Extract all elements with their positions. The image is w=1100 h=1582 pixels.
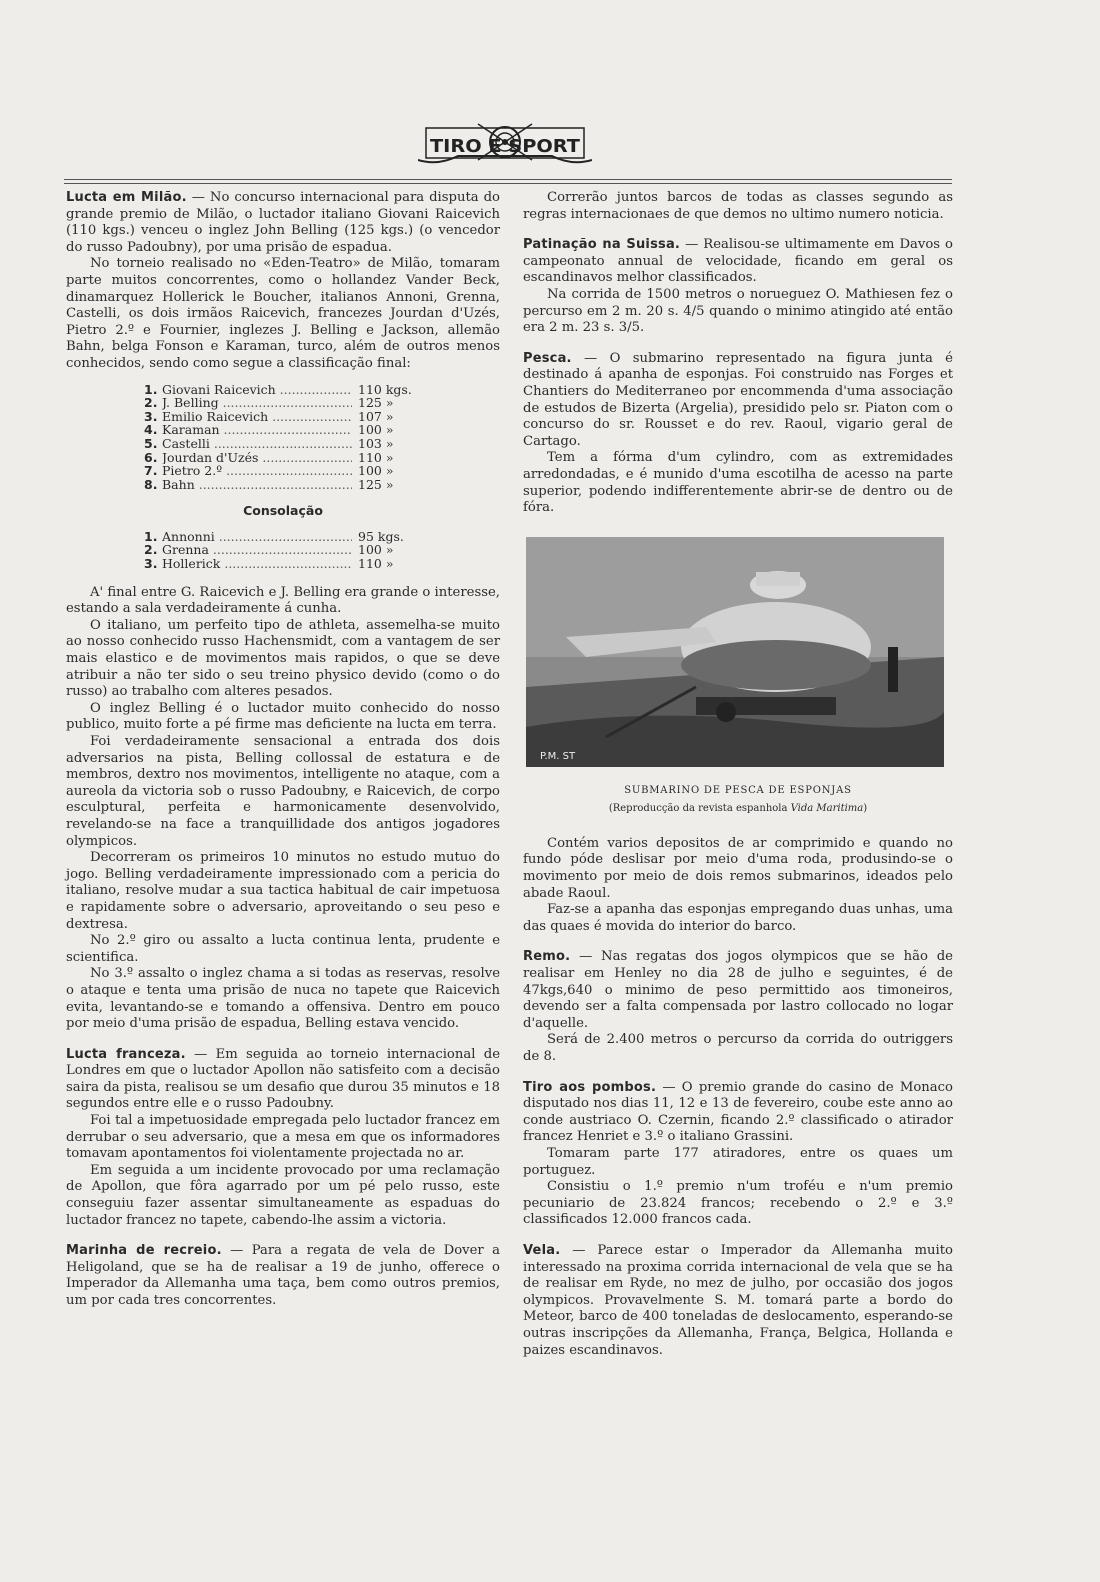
ranking-rank-number: 2. <box>144 395 158 411</box>
consolacao-rank-number: 3. <box>144 556 158 572</box>
consolacao-wrestler-name: Annonni ..... <box>162 530 352 544</box>
masthead-logo-graphic <box>418 120 592 168</box>
ranking-wrestler-name: Giovani Raicevich ..... <box>162 383 352 397</box>
ranking-row <box>144 423 414 437</box>
remo-heading: Remo. <box>523 949 571 965</box>
consolacao-rank-number: 1. <box>144 528 158 544</box>
ranking-weight: 103 » <box>358 435 394 451</box>
ranking-wrestler-name: Pietro 2.º ..... <box>162 464 352 478</box>
pesca-paragraph-1: Pesca. — O submarino representado na figura junta é destinado á apanha de esponjas. Foi construido nas Forges et Chantiers do Mediterraneo por encommenda d'uma associação de estudos de Bizerta (Argelia), presidido pelo sr. Piaton com o concurso do sr. Rousset e do rev. Raoul, vigario geral de Cartago. <box>523 350 953 449</box>
header-rule-top <box>64 179 952 180</box>
remo-paragraph-1: Remo. — Nas regatas dos jogos olympicos que se hão de realisar em Henley no dia 28 de julho e seguintes, é de 47kgs,640 o minimo de peso permittido aos timoneiros, devendo ser a falta compensada por lastro collocado no logar d'aquelle. <box>523 949 953 1031</box>
consolacao-weight: 110 » <box>358 556 394 572</box>
photo-caption: SUBMARINO DE PESCA DE ESPONJAS <box>624 784 852 796</box>
remo-paragraph-2: Será de 2.400 metros o percurso da corrida do outriggers de 8. <box>523 1032 953 1064</box>
left-column <box>66 190 500 1310</box>
consolacao-table <box>144 530 414 571</box>
ranking-weight: 110 kgs. <box>358 381 412 397</box>
milao-paragraph-9: No 3.º assalto o inglez chama a si todas as reservas, resolve o ataque e tenta uma prisão de nuca no tapete que Raicevich evita, levantando-se e tomando a offensiva. Dentro em pouco por meio d'uma prisão de espadua, Belling estava vencido. <box>66 966 500 1032</box>
milao-paragraph-3: A' final entre G. Raicevich e J. Belling era grande o interesse, estando a sala verdadeiramente á cunha. <box>66 584 500 617</box>
ranking-weight: 100 » <box>358 422 394 438</box>
submarine-photo <box>526 537 944 767</box>
ranking-rank-number: 1. <box>144 381 158 397</box>
photo-credit: (Reproducção da revista espanhola Vida Maritima) <box>608 803 868 815</box>
ranking-rank-number: 6. <box>144 449 158 465</box>
tiro-heading: Tiro aos pombos. <box>523 1079 657 1095</box>
patinacao-heading: Patinação na Suissa. <box>523 237 681 253</box>
ranking-wrestler-name: Bahn ..... <box>162 478 352 492</box>
masthead-logo <box>418 120 592 168</box>
milao-paragraph-2: No torneio realisado no «Eden-Teatro» de Milão, tomaram parte muitos concorrentes, como o hollandez Vander Beck, dinamarquez Hollerick le Boucher, italianos Annoni, Grenna, Castelli, os dois irmãos Raicevich, francezes Jourdan d'Uzés, Pietro 2.º e Fournier, inglezes J. Belling e Jackson, allemão Bahn, belga Fonson e Karaman, turco, além de outros menos conhecidos, sendo como segue a classificação final: <box>66 256 500 371</box>
milao-paragraph-8: No 2.º giro ou assalto a lucta continua lenta, prudente e scientifica. <box>66 933 500 965</box>
consolacao-weight: 100 » <box>358 542 394 558</box>
ranking-weight: 125 » <box>358 395 394 411</box>
milao-paragraph-6: Foi verdadeiramente sensacional a entrada dos dois adversarios na pista, Belling collossal de estatura e de membros, dextro nos movimentos, intelligente no ataque, com a aureola da victoria sob o russo Padoubny, e Raicevich, de corpo esculptural, perfeita e harmonicamente desenvolvido, revelando-se na face a tranquillidade dos antigos jogadores olympicos. <box>66 734 500 849</box>
ranking-rank-number: 5. <box>144 435 158 451</box>
vela-heading: Vela. <box>523 1242 561 1258</box>
pesca-heading: Pesca. <box>523 350 572 366</box>
consolacao-rank-number: 2. <box>144 542 158 558</box>
patinacao-paragraph-1: Patinação na Suissa. — Realisou-se ultimamente em Davos o campeonato annual de velocidade, ficando em geral os escandinavos melhor classificados. <box>523 237 953 286</box>
ranking-row <box>144 410 414 424</box>
ranking-weight: 125 » <box>358 476 394 492</box>
pesca-paragraph-4: Faz-se a apanha das esponjas empregando duas unhas, uma das quaes é movida do interior do barco. <box>523 902 953 934</box>
milao-heading: Lucta em Milão. <box>66 190 187 205</box>
ranking-wrestler-name: J. Belling ..... <box>162 396 352 410</box>
ranking-rank-number: 8. <box>144 476 158 492</box>
ranking-wrestler-name: Castelli ..... <box>162 437 352 451</box>
ranking-table <box>144 383 414 492</box>
masthead-logo-text: TIRO E SPORT <box>430 136 581 157</box>
tiro-paragraph-3: Consistiu o 1.º premio n'um troféu e n'um premio pecuniario de 23.824 francos; recebendo o 2.º e 3.º classificados 12.000 francos cada. <box>523 1179 953 1228</box>
header-rule-bottom <box>64 183 952 184</box>
ranking-rank-number: 3. <box>144 408 158 424</box>
marinha-heading: Marinha de recreio. <box>66 1243 222 1259</box>
vela-paragraph-1: Vela. — Parece estar o Imperador da Allemanha muito interessado na proxima corrida internacional de vela que se ha de realisar em Ryde, no mez de julho, por occasião dos jogos olympicos. Provavelmente S. M. tomará parte a bordo do Meteor, barco de 400 toneladas de deslocamento, esperando-se outras inscripções da Allemanha, França, Belgica, Hollanda e paizes escandinavos. <box>523 1242 953 1358</box>
ranking-row <box>144 383 414 397</box>
francesa-heading: Lucta franceza. <box>66 1046 186 1062</box>
ranking-row <box>144 451 414 465</box>
ranking-row <box>144 478 414 492</box>
consolacao-heading: Consolação <box>243 503 323 519</box>
tiro-paragraph-2: Tomaram parte 177 atiradores, entre os quaes um portuguez. <box>523 1145 953 1178</box>
consolacao-row <box>144 543 414 557</box>
francesa-paragraph-3: Em seguida a um incidente provocado por uma reclamação de Apollon, que fôra agarrado por um pé pelo russo, este conseguiu fazer assentar simultaneamente as espaduas do luctador francez no tapete, cabendo-lhe assim a victoria. <box>66 1162 500 1228</box>
marinha-paragraph-1: Marinha de recreio. — Para a regata de vela de Dover a Heligoland, que se ha de realisar a 19 de junho, offerece o Imperador da Allemanha uma taça, bem como outros premios, um por cada tres concorrentes. <box>66 1243 500 1308</box>
submarine-illustration <box>526 537 944 767</box>
ranking-row <box>144 396 414 410</box>
ranking-rank-number: 4. <box>144 422 158 438</box>
ranking-row <box>144 464 414 478</box>
milao-paragraph-4: O italiano, um perfeito tipo de athleta, assemelha-se muito ao nosso conhecido russo Hachensmidt, com a vantagem de ser mais elastico e de movimentos mais rapidos, o que se deve atribuir a não ter sido o seu treino physico devido (como o do russo) ao trabalho com alteres pesados. <box>66 617 500 700</box>
tiro-paragraph-1: Tiro aos pombos. — O premio grande do casino de Monaco disputado nos dias 11, 12 e 13 de fevereiro, coube este anno ao conde austriaco O. Czernin, ficando 2.º classificado o atirador francez Henriet e 3.º o italiano Grassini. <box>523 1079 953 1145</box>
regata-continuation: Correrão juntos barcos de todas as classes segundo as regras internacionaes de que demos no ultimo numero noticia. <box>523 190 953 222</box>
photo-mark: P.M. ST <box>540 750 576 762</box>
ranking-wrestler-name: Emilio Raicevich ..... <box>162 410 352 424</box>
consolacao-wrestler-name: Grenna ..... <box>162 543 352 557</box>
francesa-paragraph-2: Foi tal a impetuosidade empregada pelo luctador francez em derrubar o seu adversario, que a mesa em que os informadores tomavam apontamentos foi violentamente projectada no ar. <box>66 1113 500 1162</box>
milao-paragraph-5: O inglez Belling é o luctador muito conhecido do nosso publico, muito forte a pé firme mas deficiente na lucta em terra. <box>66 700 500 733</box>
pesca-paragraph-2: Tem a fórma d'um cylindro, com as extremidades arredondadas, e é munido d'uma escotilha de acesso na parte superior, podendo indifferentemente abrir-se de dentro ou de fóra. <box>523 450 953 516</box>
consolacao-row <box>144 557 414 571</box>
pesca-paragraph-3: Contém varios depositos de ar comprimido e quando no fundo póde deslisar por meio d'uma roda, produsindo-se o movimento por meio de dois remos submarinos, ideados pelo abade Raoul. <box>523 835 953 901</box>
ranking-weight: 100 » <box>358 463 394 479</box>
ranking-wrestler-name: Jourdan d'Uzés ..... <box>162 451 352 465</box>
ranking-row <box>144 437 414 451</box>
consolacao-row <box>144 530 414 544</box>
milao-paragraph-1: Lucta em Milão. — No concurso internacional para disputa do grande premio de Milão, o luctador italiano Giovani Raicevich (110 kgs.) venceu o inglez John Belling (125 kgs.) (o vencedor do russo Padoubny), por uma prisão de espadua. <box>66 190 500 255</box>
ranking-wrestler-name: Karaman ..... <box>162 423 352 437</box>
consolacao-weight: 95 kgs. <box>358 528 404 544</box>
right-column <box>523 190 953 1359</box>
francesa-paragraph-1: Lucta franceza. — Em seguida ao torneio internacional de Londres em que o luctador Apollon não satisfeito com a decisão saira da pista, realisou se um desafio que durou 35 minutos e 18 segundos entre elle e o russo Padoubny. <box>66 1046 500 1112</box>
consolacao-wrestler-name: Hollerick ..... <box>162 557 352 571</box>
patinacao-paragraph-2: Na corrida de 1500 metros o norueguez O. Mathiesen fez o percurso em 2 m. 20 s. 4/5 quando o minimo atingido até então era 2 m. 23 s. 3/5. <box>523 286 953 336</box>
ranking-rank-number: 7. <box>144 463 158 479</box>
ranking-weight: 107 » <box>358 408 394 424</box>
milao-paragraph-7: Decorreram os primeiros 10 minutos no estudo mutuo do jogo. Belling verdadeiramente impressionado com a pericia do italiano, resolve mudar a sua tactica habitual de cair impetuosa e rapidamente sobre o adversario, aproveitando o seu peso e dextresa. <box>66 850 500 932</box>
ranking-weight: 110 » <box>358 449 394 465</box>
